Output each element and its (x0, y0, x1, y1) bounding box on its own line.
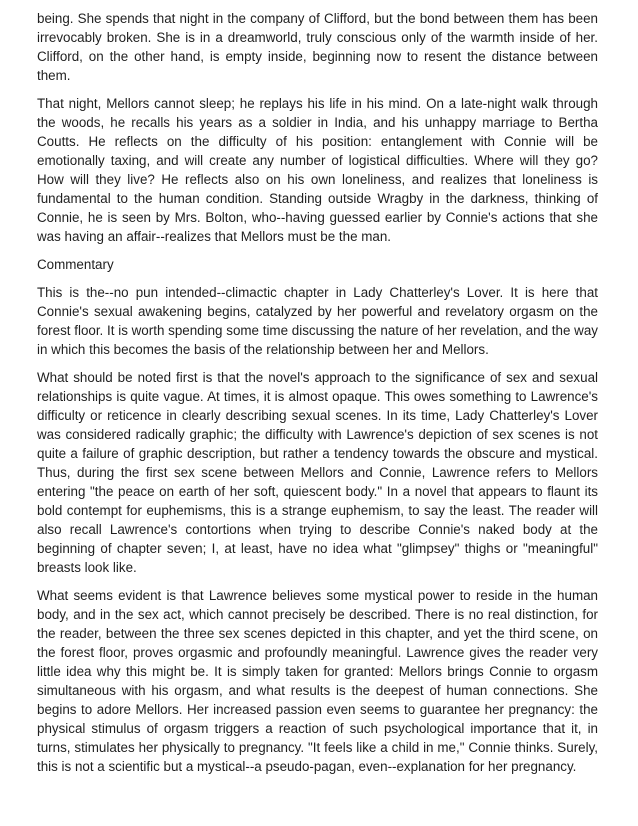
paragraph-2: That night, Mellors cannot sleep; he replays his life in his mind. On a late-night walk through the woods, he recalls his years as a soldier in India, and his unhappy marriage to Bertha Coutts. He reflects on the difficulty of his position: entanglement with Connie will be emotionally taxing, and will create any number of logistical difficulties. Where will they go? How will they live? He reflects also on his own loneliness, and realizes that loneliness is fundamental to the human condition. Standing outside Wragby in the darkness, thinking of Connie, he is seen by Mrs. Bolton, who--having guessed earlier by Connie's actions that she was having an affair--realizes that Mellors must be the man. (37, 96, 598, 244)
paragraph-3: This is the--no pun intended--climactic chapter in Lady Chatterley's Lover. It is here that Connie's sexual awakening begins, catalyzed by her powerful and revelatory orgasm on the forest floor. It is worth spending some time discussing the nature of her revelation, and the way in which this becomes the basis of the relationship between her and Mellors. (37, 285, 598, 357)
paragraph-1: being. She spends that night in the company of Clifford, but the bond between them has been irrevocably broken. She is in a dreamworld, truly conscious only of the warmth inside of her. Clifford, on the other hand, is empty inside, beginning now to resent the distance between them. (37, 11, 598, 83)
paragraph-5: What seems evident is that Lawrence believes some mystical power to reside in the human body, and in the sex act, which cannot precisely be described. There is no real distinction, for the reader, between the three sex scenes depicted in this chapter, and yet the third scene, on the forest floor, proves orgasmic and profoundly meaningful. Lawrence gives the reader very little idea why this might be. It is simply taken for granted: Mellors brings Connie to orgasm simultaneous with his orgasm, and what results is the deepest of human connections. She begins to adore Mellors. Her increased passion even seems to guarantee her pregnancy: the physical stimulus of orgasm triggers a reaction of such psychological importance that it, in turns, stimulates her physically to pregnancy. "It feels like a child in me," Connie thinks. Surely, this is not a scientific but a mystical--a pseudo-pagan, even--explanation for her pregnancy. (37, 588, 598, 774)
section-heading-commentary: Commentary (37, 257, 114, 272)
paragraph-4: What should be noted first is that the novel's approach to the significance of sex and sexual relationships is quite vague. At times, it is almost opaque. This owes something to Lawrence's difficulty or reticence in clearly describing sexual scenes. In its time, Lady Chatterley's Lover was considered radically graphic; the difficulty with Lawrence's depiction of sex scenes is not quite a failure of graphic description, but rather a tendency towards the obscure and mystical. Thus, during the first sex scene between Mellors and Connie, Lawrence refers to Mellors entering "the peace on earth of her soft, quiescent body." In a novel that appears to flaunt its bold contempt for euphemisms, this is a strange euphemism, to say the least. The reader will also recall Lawrence's contortions when trying to describe Connie's naked body at the beginning of chapter seven; I, at least, have no idea what "glimpsey" thighs or "meaningful" breasts look like. (37, 370, 598, 575)
